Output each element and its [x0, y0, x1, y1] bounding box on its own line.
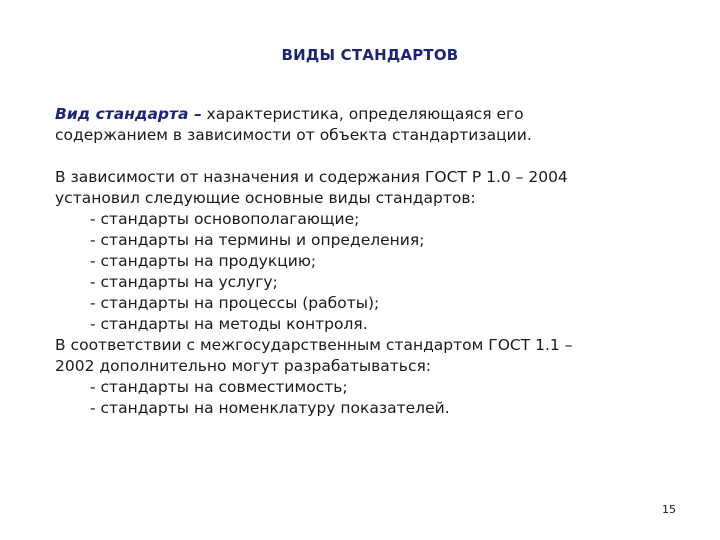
section2-line-2: 2002 дополнительно могут разрабатываться: [55, 357, 432, 375]
definition-line-1 [55, 104, 695, 125]
paragraph-gap [55, 146, 695, 167]
list-item: - стандарты на продукцию; [90, 252, 317, 270]
section1-line-2: установил следующие основные виды стандартов: [55, 189, 476, 207]
page-number: 15 [662, 503, 676, 516]
definition-line-2: содержанием в зависимости от объекта стандартизации. [55, 126, 532, 144]
list-item: - стандарты на процессы (работы); [90, 294, 380, 312]
list-item: - стандарты на номенклатуру показателей. [90, 399, 450, 417]
slide-title: ВИДЫ СТАНДАРТОВ [281, 46, 459, 64]
list-item: - стандарты основополагающие; [90, 210, 360, 228]
definition-dash: – [188, 105, 202, 123]
section2-line-1: В соответствии с межгосударственным стандартом ГОСТ 1.1 – [55, 336, 573, 354]
list-item: - стандарты на совместимость; [90, 378, 348, 396]
definition-text: характеристика, определяющаяся его [201, 105, 524, 123]
list-item: - стандарты на методы контроля. [90, 315, 368, 333]
list-item: - стандарты на услугу; [90, 273, 278, 291]
slide-content [55, 104, 695, 419]
list-item: - стандарты на термины и определения; [90, 231, 425, 249]
definition-term: Вид стандарта [55, 105, 189, 123]
section1-line-1: В зависимости от назначения и содержания ГОСТ Р 1.0 – 2004 [55, 168, 568, 186]
